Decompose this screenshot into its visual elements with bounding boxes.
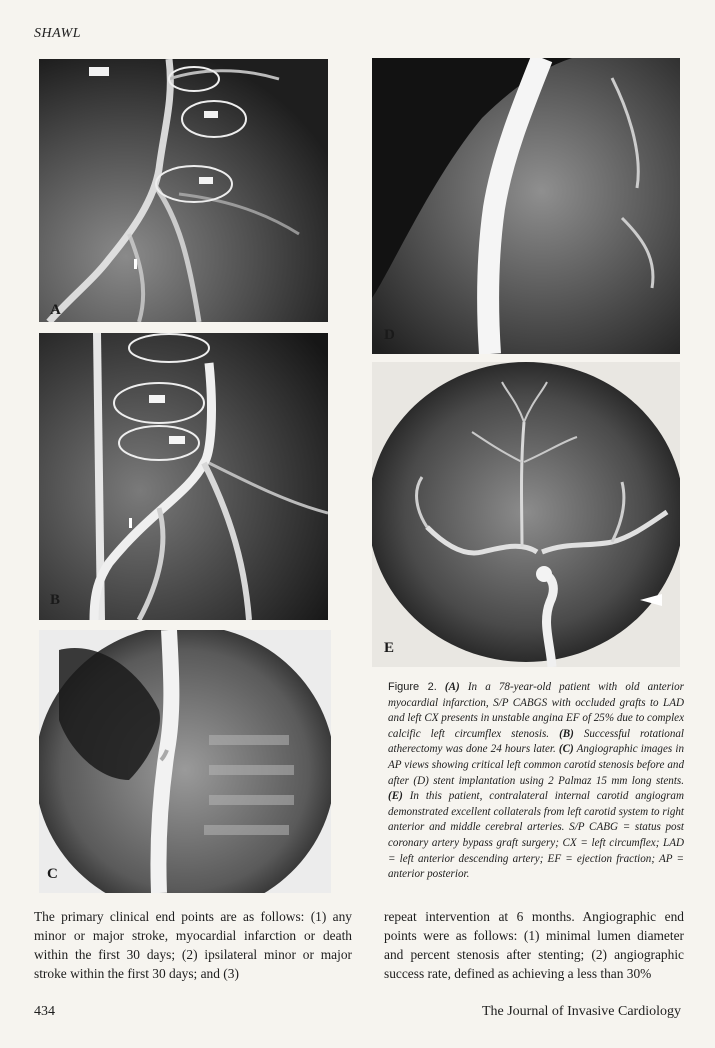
panel-letter-d: D xyxy=(384,327,395,343)
angiogram-d-image xyxy=(372,58,680,354)
caption-tag-b: (B) xyxy=(559,727,574,740)
figure-panel-e xyxy=(372,362,680,667)
caption-text-e: In this patient, contralateral internal carotid angiogram demonstrated excellent collaterals from left carotid system to right anterior and middle cerebral arteries. S/P CABG = status post coronary artery bypass graft surgery; CX = left circumflex; LAD = left anterior descending artery; EF = ejection fraction; AP = anterior posterior. xyxy=(388,790,684,881)
angiogram-b-image xyxy=(39,333,328,620)
figure-panel-d xyxy=(372,58,680,354)
caption-text-c: Angiographic images in AP views showing critical left common carotid stenosis before and after (D) stent implantation using 2 Palmaz 15 mm long stents. xyxy=(388,743,684,787)
figure-label: Figure 2. xyxy=(388,681,437,693)
panel-letter-b: B xyxy=(50,592,61,608)
figure-caption xyxy=(388,680,684,883)
figure-panel-c xyxy=(39,630,331,893)
angiogram-c-image xyxy=(39,630,331,893)
panel-letter-c: C xyxy=(47,866,58,882)
angiogram-e-image xyxy=(372,362,680,667)
body-text-right-column: repeat intervention at 6 months. Angiographic end points were as follows: (1) minimal lumen diameter and percent stenosis after stenting; (2) angiographic success rate, defined as achieving a less than 30% xyxy=(384,909,684,981)
caption-tag-e: (E) xyxy=(388,790,403,803)
caption-text-a: In a 78-year-old patient with old anterior myocardial infarction, S/P CABGS with occluded grafts to LAD and left CX presents in unstable angina EF of 25% due to complex calcific left circumflex stenosis. xyxy=(388,681,684,740)
caption-tag-c: (C) xyxy=(558,743,574,756)
running-head: SHAWL xyxy=(34,26,82,41)
page-number: 434 xyxy=(34,1004,55,1019)
angiogram-a-image xyxy=(39,59,328,322)
panel-letter-e: E xyxy=(384,640,395,656)
figure-panel-a xyxy=(39,59,328,322)
body-text-left-column: The primary clinical end points are as follows: (1) any minor or major stroke, myocardial infarction or death within the first 30 days; (2) ipsilateral minor or major stroke within the first 30 days; and (3) xyxy=(34,909,352,981)
caption-tag-a: (A) xyxy=(444,681,460,693)
panel-letter-a: A xyxy=(50,302,61,318)
figure-panel-b xyxy=(39,333,328,620)
caption-text-b: Successful rotational atherectomy was done 24 hours later. xyxy=(388,727,684,756)
journal-name: The Journal of Invasive Cardiology xyxy=(481,1004,681,1019)
